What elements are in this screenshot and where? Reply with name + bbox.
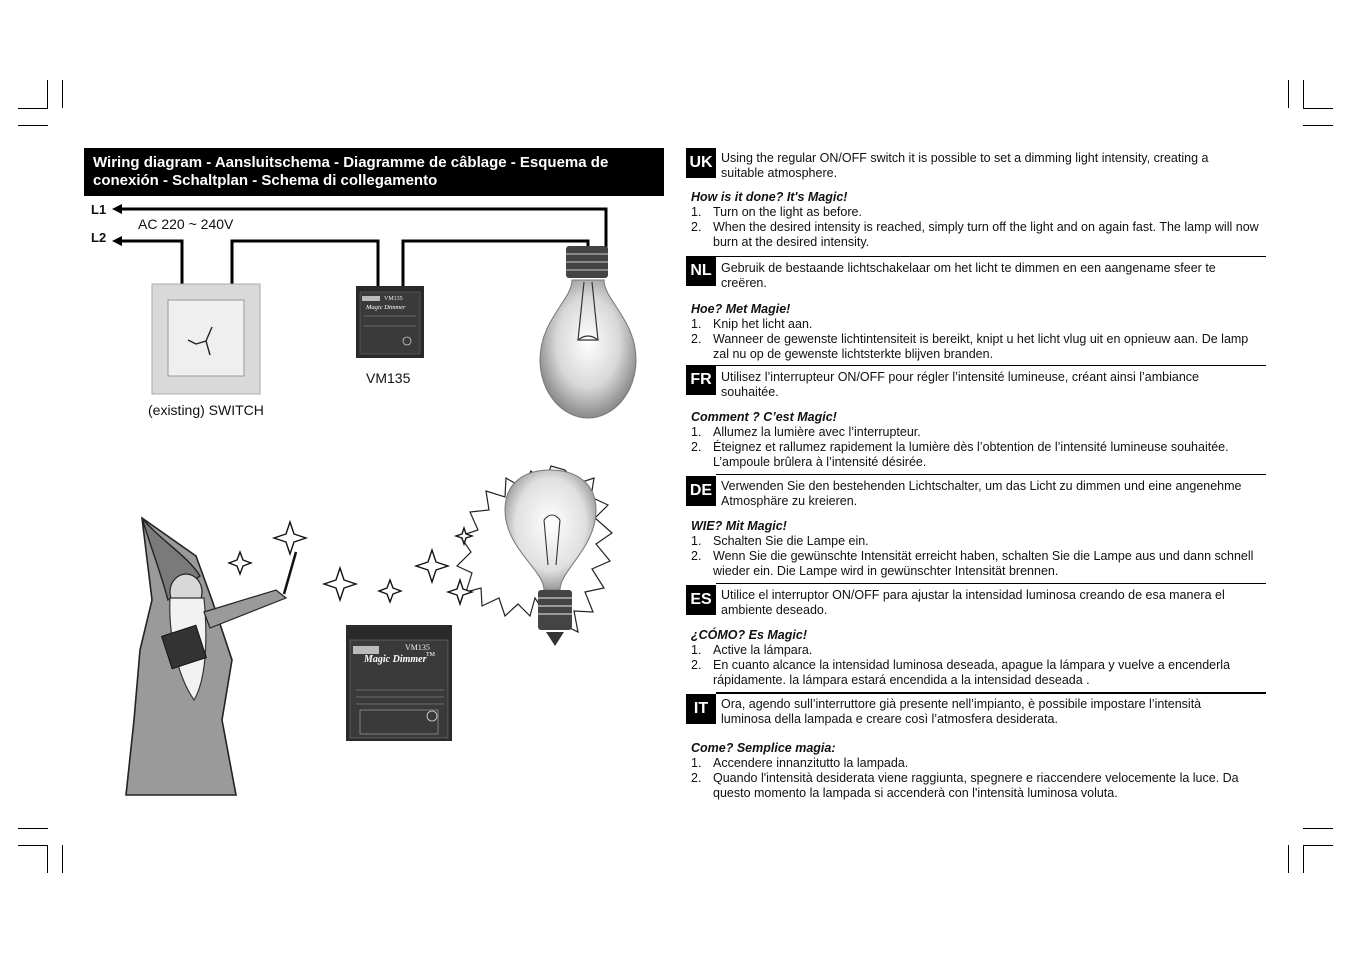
module-small-brand: Magic Dimmer <box>366 304 406 311</box>
module-small-model: VM135 <box>384 296 403 302</box>
lang-code: DE <box>686 476 716 506</box>
bulb-lit <box>457 466 612 646</box>
lang-intro: Utilisez l’interrupteur ON/OFF pour régler l’intensité lumineuse, créant ainsi l’ambiance souhaitée. <box>721 370 1199 399</box>
lang-block-es <box>686 583 1266 688</box>
crop-mark <box>1303 828 1333 829</box>
label-switch: (existing) SWITCH <box>148 402 264 418</box>
crop-mark <box>1303 845 1304 873</box>
steps-list <box>691 425 1266 470</box>
lang-intro: Verwenden Sie den bestehenden Lichtschalter, um das Licht zu dimmen und eine angenehme Atmosphäre zu kreieren. <box>721 479 1242 508</box>
lang-intro: Utilice el interruptor ON/OFF para ajustar la intensidad luminosa creando de esa manera el ambiente deseado. <box>721 588 1225 617</box>
steps-list <box>691 643 1266 688</box>
label-l1: L1 <box>91 202 107 217</box>
lang-code: IT <box>686 694 716 724</box>
lang-heading: Comment ? C’est Magic! <box>691 410 837 424</box>
bulb-diagram <box>540 246 636 418</box>
list-item: 2. En cuanto alcance la intensidad luminosa deseada, apague la lámpara y vuelve a encenderla rápidamente. la lámpara estará encendida a la intensidad deseada . <box>691 658 1231 687</box>
crop-mark <box>1303 80 1304 108</box>
wire-l2 <box>112 236 588 290</box>
lang-heading: WIE? Mit Magic! <box>691 519 787 533</box>
lang-block-uk <box>686 148 1266 250</box>
lang-intro: Using the regular ON/OFF switch it is possible to set a dimming light intensity, creating a suitable atmosphere. <box>721 151 1209 180</box>
list-item: 2. Wanneer de gewenste lichtintensiteit is bereikt, knipt u het licht vlug uit en opnieuw aan. De lamp zal nu op de gewenste lichtsterkte blijven branden. <box>691 332 1249 361</box>
list-item: 1. Active la lámpara. <box>691 643 813 657</box>
label-module: VM135 <box>366 370 411 386</box>
list-item: 1. Knip het licht aan. <box>691 317 813 331</box>
list-item: 2. Quando l'intensità desiderata viene raggiunta, spegnere e riaccendere velocemente la luce. Da questo momento la lampada si accenderà con l'intensità luminosa voluta. <box>691 771 1239 800</box>
list-item: 2. Wenn Sie die gewünschte Intensität erreicht haben, schalten Sie die Lampe aus und dann schnell wieder ein. Die Lampe wird in gewünschter Intensität brennen. <box>691 549 1254 578</box>
lang-intro: Ora, agendo sull’interruttore già presente nell’impianto, è possibile impostare l’intensità luminosa della lampada e creare così l’atmosfera desiderata. <box>721 697 1202 726</box>
lang-heading: Come? Semplice magia: <box>691 741 836 755</box>
lang-code: NL <box>686 256 716 286</box>
steps-list <box>691 756 1266 801</box>
steps-list <box>691 534 1266 579</box>
steps-list <box>691 205 1266 250</box>
lang-code: ES <box>686 585 716 615</box>
steps-list <box>691 317 1266 362</box>
lang-block-it <box>686 692 1266 801</box>
list-item: 1. Turn on the light as before. <box>691 205 862 219</box>
list-item: 1. Allumez la lumière avec l’interrupteur. <box>691 425 921 439</box>
crop-mark <box>1303 125 1333 126</box>
vm135-module-large <box>346 625 452 741</box>
divider <box>716 256 1266 257</box>
module-large-model: VM135 <box>405 643 430 652</box>
divider <box>716 474 1266 475</box>
lang-block-fr <box>686 365 1266 470</box>
divider <box>716 583 1266 584</box>
crop-mark <box>1288 80 1289 108</box>
label-l2: L2 <box>91 230 107 245</box>
crop-mark <box>1288 845 1289 873</box>
wall-switch <box>152 284 260 394</box>
lang-block-nl <box>686 256 1266 362</box>
crop-mark <box>1303 108 1333 109</box>
lang-block-de <box>686 474 1266 579</box>
divider <box>716 692 1266 694</box>
list-item: 1. Accendere innanzitutto la lampada. <box>691 756 909 770</box>
module-large-brand: Magic Dimmer <box>364 654 427 665</box>
lang-code: UK <box>686 148 716 178</box>
lang-code: FR <box>686 365 716 395</box>
crop-mark <box>1303 845 1333 846</box>
lang-heading: How is it done? It's Magic! <box>691 190 848 204</box>
wizard-illustration <box>126 518 296 795</box>
list-item: 1. Schalten Sie die Lampe ein. <box>691 534 869 548</box>
sparkle-stars <box>229 522 472 604</box>
divider <box>716 365 1266 366</box>
lang-heading: Hoe? Met Magie! <box>691 302 791 316</box>
label-voltage: AC 220 ~ 240V <box>138 216 234 232</box>
lang-intro: Gebruik de bestaande lichtschakelaar om het licht te dimmen en een aangename sfeer te creëren. <box>721 261 1216 290</box>
module-large-tm: TM <box>426 652 435 658</box>
wiring-diagram-title: Wiring diagram - Aansluitschema - Diagramme de câblage - Esquema de conexión - Schaltplan - Schema di collegamento <box>84 148 664 196</box>
list-item: 2. Éteignez et rallumez rapidement la lumière dès l’obtention de l’intensité lumineuse souhaitée. L’ampoule brûlera à l’intensité désirée. <box>691 440 1229 469</box>
wire-l1 <box>112 204 606 268</box>
lang-heading: ¿CÓMO? Es Magic! <box>691 628 807 642</box>
list-item: 2. When the desired intensity is reached, simply turn off the light and on again fast. The lamp will now burn at the desired intensity. <box>691 220 1259 249</box>
